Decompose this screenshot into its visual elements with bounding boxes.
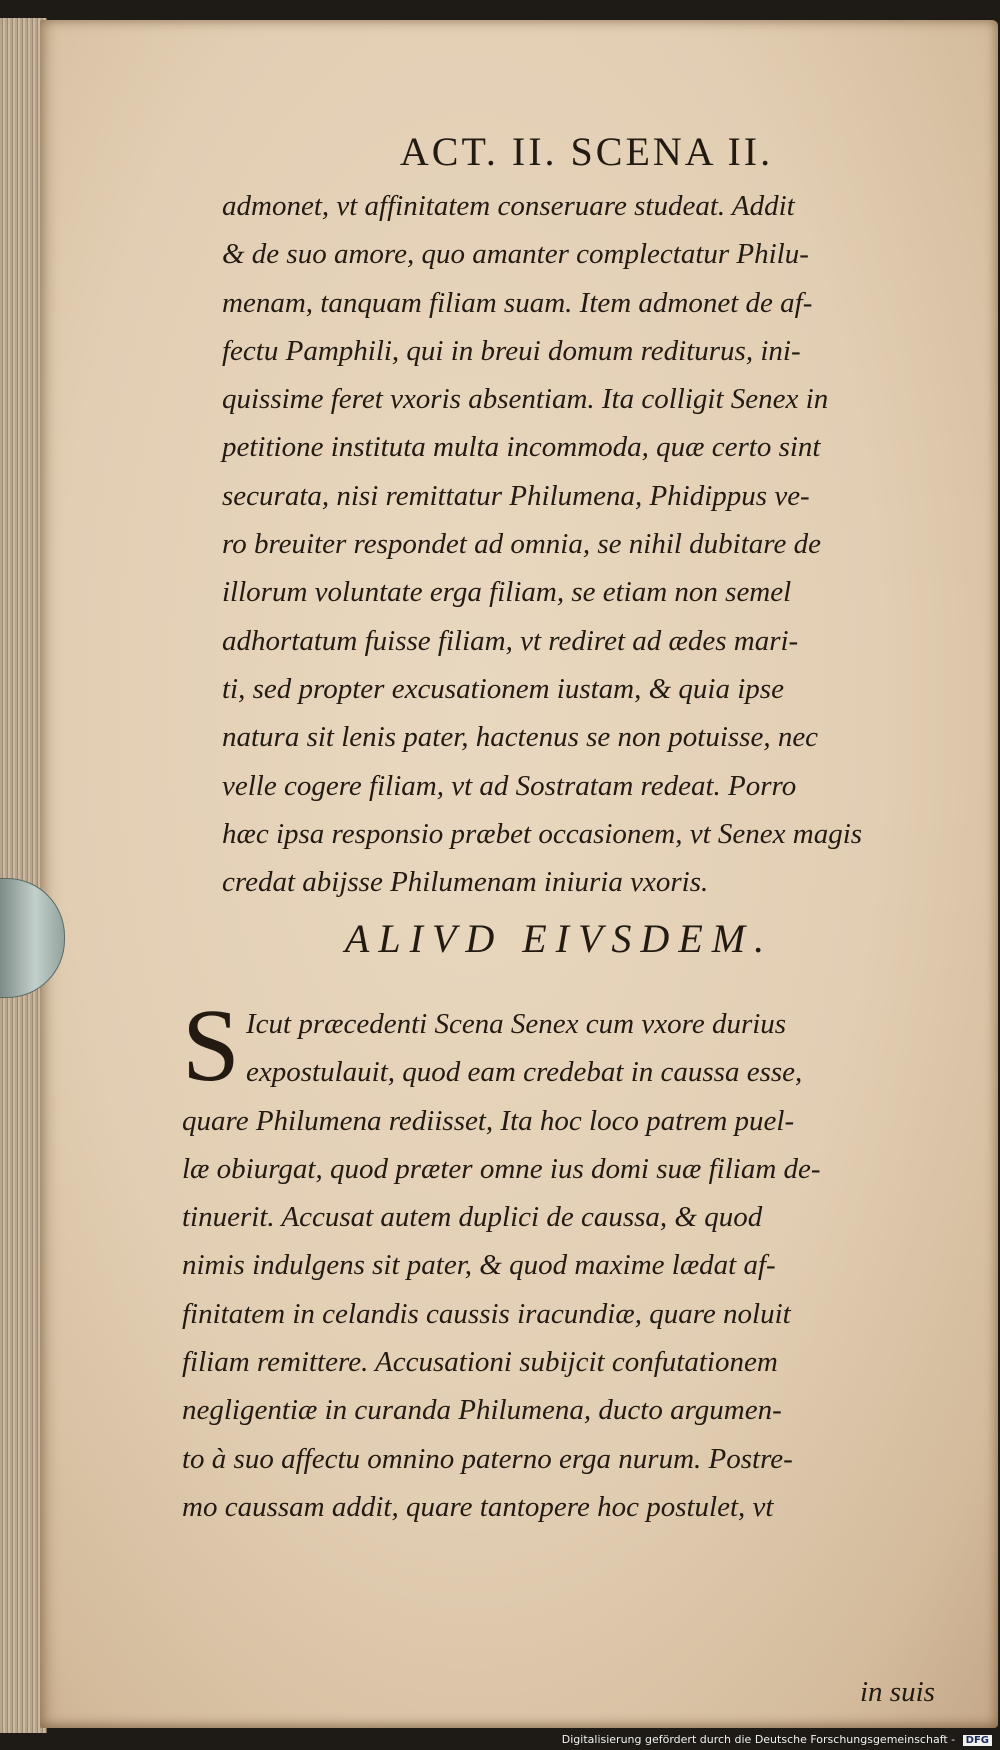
- book-page: [40, 20, 998, 1728]
- text-line: ti, sed propter excusationem iustam, & quia ipse: [222, 672, 784, 705]
- credit-text: Digitalisierung gefördert durch die Deutsche Forschungsgemeinschaft -: [561, 1733, 956, 1746]
- text-line: ro breuiter respondet ad omnia, se nihil dubitare de: [222, 528, 822, 561]
- text-line: tinuerit. Accusat autem duplici de caussa, & quod: [182, 1201, 763, 1234]
- text-line: expostulauit, quod eam credebat in caussa esse,: [246, 1056, 803, 1089]
- text-line: admonet, vt affinitatem conseruare studeat. Addit: [222, 190, 795, 222]
- text-line: petitione instituta multa incommoda, quæ certo sint: [222, 431, 821, 464]
- digitization-credit: [562, 1733, 992, 1746]
- section-heading: ALIVD EIVSDEM.: [344, 916, 774, 961]
- text-line: & de suo amore, quo amanter complectatur Philu-: [222, 238, 809, 271]
- running-head: ACT. II. SCENA II.: [399, 129, 774, 174]
- text-line: mo caussam addit, quare tantopere hoc postulet, vt: [182, 1490, 774, 1523]
- text-line: to à suo affectu omnino paterno erga nurum. Postre-: [182, 1442, 793, 1475]
- text-line: læ obiurgat, quod præter omne ius domi suæ filiam de-: [182, 1152, 821, 1185]
- text-line: finitatem in celandis caussis iracundiæ, quare noluit: [182, 1297, 791, 1330]
- text-line: natura sit lenis pater, hactenus se non potuisse, nec: [222, 721, 819, 754]
- drop-cap: S: [182, 988, 240, 1103]
- dfg-logo-icon: DFG: [963, 1735, 992, 1746]
- text-line: velle cogere filiam, vt ad Sostratam redeat. Porro: [222, 769, 797, 802]
- text-block-2: [182, 1000, 942, 1531]
- text-line: credat abijsse Philumenam iniuria vxoris.: [222, 866, 709, 899]
- text-line: negligentiæ in curanda Philumena, ducto argumen-: [182, 1394, 782, 1427]
- text-line: quissime feret vxoris absentiam. Ita colligit Senex in: [222, 383, 829, 416]
- text-line: quare Philumena rediisset, Ita hoc loco patrem puel-: [182, 1104, 795, 1137]
- text-line: illorum voluntate erga filiam, se etiam non semel: [222, 576, 792, 609]
- text-line: securata, nisi remittatur Philumena, Phidippus ve-: [222, 479, 810, 512]
- text-line: Icut præcedenti Scena Senex cum vxore durius: [246, 1008, 787, 1040]
- text-line: adhortatum fuisse filiam, vt rediret ad ædes mari-: [222, 624, 799, 657]
- text-block-1: [222, 182, 982, 906]
- catchword: in suis: [860, 1676, 935, 1708]
- text-line: hæc ipsa responsio præbet occasionem, vt Senex magis: [222, 817, 863, 850]
- text-line: menam, tanquam filiam suam. Item admonet de af-: [222, 286, 813, 319]
- text-line: fectu Pamphili, qui in breui domum rediturus, ini-: [222, 334, 801, 367]
- text-line: nimis indulgens sit pater, & quod maxime lædat af-: [182, 1249, 776, 1282]
- text-line: filiam remittere. Accusationi subijcit confutationem: [182, 1346, 778, 1379]
